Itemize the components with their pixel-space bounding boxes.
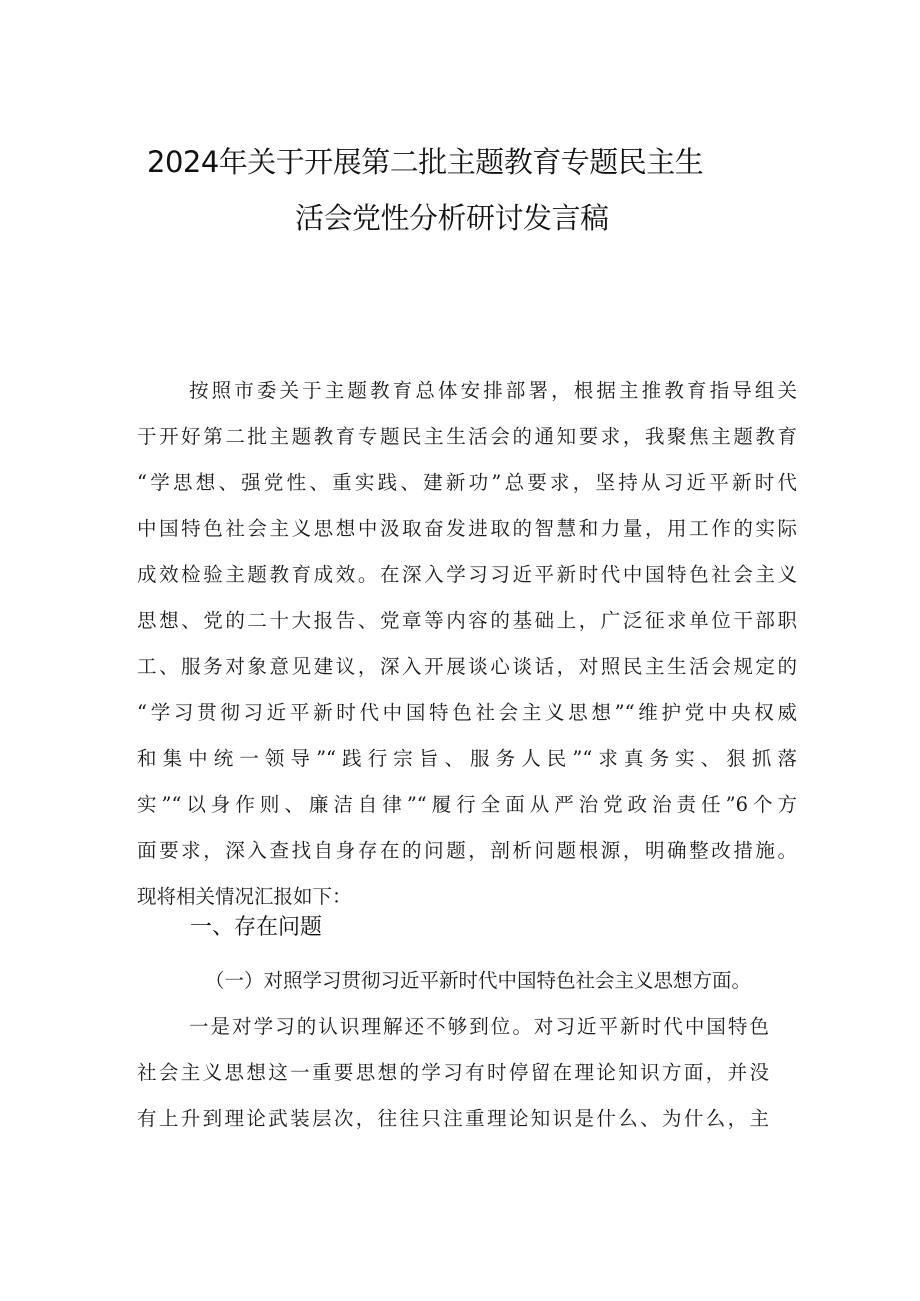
intro-line: 工、服务对象意见建议，深入开展谈心谈话，对照民主生活会规定的 bbox=[137, 655, 797, 678]
intro-line: 面要求，深入查找自身存在的问题，剖析问题根源，明确整改措施。 bbox=[137, 839, 797, 862]
problem-line: 社会主义思想这一重要思想的学习有时停留在理论知识方面，并没 bbox=[137, 1061, 769, 1084]
intro-line: 中国特色社会主义思想中汲取奋发进取的智慧和力量，用工作的实际 bbox=[137, 517, 797, 540]
subsection-heading-text: （一）对照学习贯彻习近平新时代中国特色社会主义思想方面。 bbox=[205, 969, 752, 992]
intro-line: “学习贯彻习近平新时代中国特色社会主义思想”“维护党中央权威 bbox=[137, 701, 797, 724]
problem-line: 一是对学习的认识理解还不够到位。对习近平新时代中国特色 bbox=[189, 1015, 769, 1038]
intro-line: 思想、党的二十大报告、党章等内容的基础上，广泛征求单位干部职 bbox=[137, 609, 797, 632]
intro-line: 和集中统一领导”“践行宗旨、服务人民”“求真务实、狠抓落 bbox=[137, 747, 797, 770]
intro-line: 现将相关情况汇报如下： bbox=[137, 885, 352, 908]
intro-line: 实”“以身作则、廉洁自律”“履行全面从严治党政治责任”6个方 bbox=[137, 793, 797, 816]
problem-paragraph bbox=[137, 1004, 797, 1142]
section-heading-existing-problems: 一、存在问题 bbox=[190, 915, 323, 940]
intro-line: 按照市委关于主题教育总体安排部署，根据主推教育指导组关 bbox=[189, 379, 797, 402]
problem-line: 有上升到理论武装层次，往往只注重理论知识是什么、为什么，主 bbox=[137, 1107, 769, 1130]
subsection-heading bbox=[137, 958, 797, 1004]
intro-line: “学思想、强党性、重实践、建新功”总要求，坚持从习近平新时代 bbox=[137, 471, 797, 494]
intro-paragraph bbox=[137, 368, 797, 920]
intro-line: 成效检验主题教育成效。在深入学习习近平新时代中国特色社会主义 bbox=[137, 563, 797, 586]
document-title-line-2: 活会党性分析研讨发言稿 bbox=[295, 201, 609, 235]
intro-line: 于开好第二批主题教育专题民主生活会的通知要求，我聚焦主题教育 bbox=[137, 425, 797, 448]
document-title-line-1: 2024年关于开展第二批主题教育专题民主生 bbox=[147, 145, 704, 179]
